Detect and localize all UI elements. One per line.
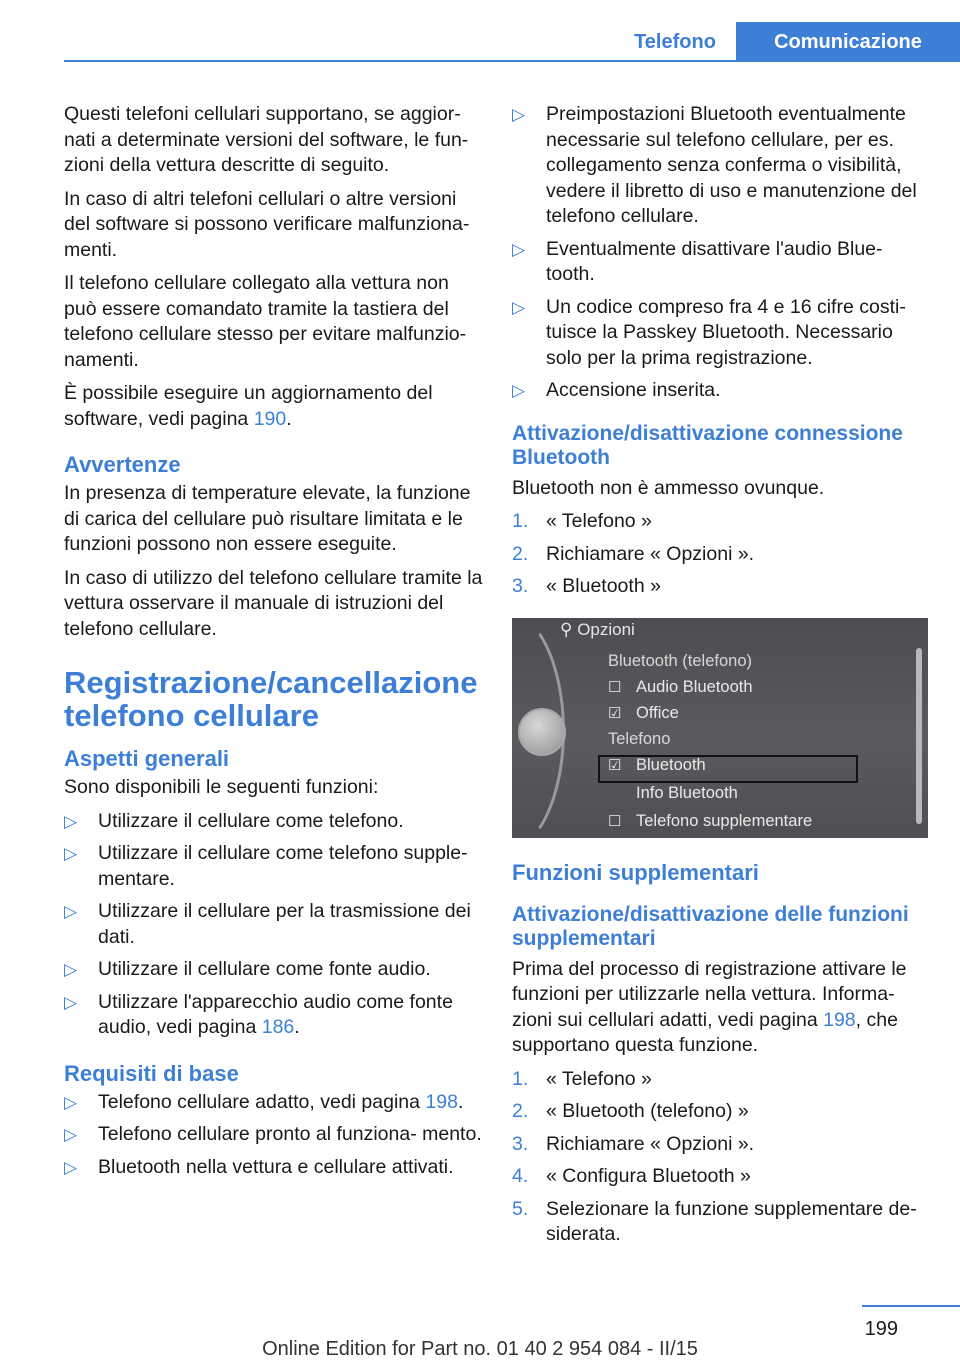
left-column: [64, 102, 484, 1188]
list-item: [64, 841, 484, 892]
list-item-text: « Telefono »: [546, 510, 652, 532]
right-column: [512, 102, 930, 1256]
triangle-bullet-icon: ▷: [64, 1157, 78, 1177]
checkbox-empty-icon: ☐: [608, 678, 622, 696]
list-item-text: « Bluetooth »: [546, 575, 661, 597]
list-item: [512, 237, 930, 288]
triangle-bullet-icon: ▷: [64, 902, 78, 921]
step-number: 1.: [512, 1067, 529, 1090]
list-item-text: Bluetooth nella vettura e cellulare attivati.: [98, 1155, 454, 1178]
list-item: [512, 1099, 930, 1125]
list-item-text: Utilizzare il cellulare come fonte audio.: [98, 958, 431, 980]
step-number: 3.: [512, 575, 529, 597]
header-section-tab: Telefono: [634, 30, 716, 53]
screen-menu-item: [608, 784, 738, 803]
list-item: [64, 1155, 484, 1181]
list-item-text: Utilizzare il cellulare come telefono supple‐ mentare.: [98, 842, 468, 890]
screen-menu-item-label: Bluetooth: [636, 755, 706, 774]
screen-menu-item-label: Info Bluetooth: [636, 783, 738, 802]
list-item: [512, 542, 930, 568]
list-item: [512, 1132, 930, 1158]
list-item-text: « Bluetooth (telefono) »: [546, 1100, 749, 1122]
paragraph: In caso di utilizzo del telefono cellulare tramite la vettura osservare il manuale di istruzioni del telefono cellulare.: [64, 566, 483, 640]
list-item-text: Accensione inserita.: [546, 379, 721, 401]
triangle-bullet-icon: ▷: [64, 844, 78, 863]
checkbox-checked-icon: ☑: [608, 756, 622, 774]
checkbox-empty-icon: ☐: [608, 812, 622, 830]
list-item-text: Utilizzare il cellulare come telefono.: [98, 809, 404, 832]
list-item-text: Utilizzare l'apparecchio audio come fonte audio, vedi pagina: [98, 990, 453, 1038]
list-item-text: « Telefono »: [546, 1067, 652, 1090]
list-item: [512, 1067, 930, 1093]
paragraph-end: , che supportano questa funzione.: [512, 1008, 898, 1056]
footer-edition: Online Edition for Part no. 01 40 2 954 084 - II/15: [262, 1338, 698, 1360]
triangle-bullet-icon: ▷: [64, 960, 78, 979]
list-item: [512, 102, 930, 230]
list-item: [512, 1164, 930, 1190]
bullet-list-requirements: [64, 1090, 484, 1181]
screen-menu-item: [608, 678, 753, 697]
step-number: 1.: [512, 510, 529, 532]
triangle-bullet-icon: ▷: [64, 1125, 78, 1144]
controller-knob-icon: [518, 708, 566, 756]
triangle-bullet-icon: ▷: [64, 1092, 78, 1112]
list-item: [512, 295, 930, 372]
steps-list-functions: [512, 1067, 930, 1248]
triangle-bullet-icon: ▷: [512, 105, 526, 124]
page-number-rule: [862, 1305, 960, 1307]
heading-requisiti: Requisiti di base: [64, 1060, 239, 1086]
page-link-186[interactable]: 186: [261, 1016, 295, 1038]
triangle-bullet-icon: ▷: [512, 381, 526, 400]
paragraph: In caso di altri telefoni cellulari o altre versioni del software si possono verificare malfunziona‐ menti.: [64, 187, 470, 261]
list-item: [512, 378, 930, 404]
list-item-text: Eventualmente disattivare l'audio Blue‐ tooth.: [546, 237, 883, 285]
list-item: [512, 509, 930, 535]
list-item: [64, 990, 484, 1041]
paragraph-text: È possibile eseguire un aggiornamento del software, vedi pagina: [64, 382, 433, 430]
paragraph: [64, 381, 484, 432]
paragraph: Questi telefoni cellulari supportano, se aggior‐ nati a determinate versioni del software, le fun‐ zioni della vettura descritte di seguito.: [64, 103, 469, 176]
screen-group-heading: Telefono: [608, 729, 671, 748]
screen-title: [560, 620, 635, 640]
paragraph: In presenza di temperature elevate, la funzione di carica del cellulare può risultare limitata e le funzioni possono non essere eseguite.: [64, 482, 471, 555]
step-number: 2.: [512, 542, 529, 565]
bullet-list-prerequisites: [512, 102, 930, 404]
page-link-198[interactable]: 198: [823, 1008, 856, 1031]
list-item: [512, 1197, 930, 1248]
paragraph-text: Prima del processo di registrazione attivare le funzioni per utilizzarle nella vettura. Informa‐ zioni sui cellulari adatti, vedi pagina: [512, 957, 907, 1031]
heading-avvertenze: Avvertenze: [64, 452, 181, 477]
triangle-bullet-icon: ▷: [512, 239, 526, 259]
page-link-198[interactable]: 198: [425, 1090, 458, 1113]
steps-list-bluetooth: [512, 509, 930, 600]
screen-group-heading: Bluetooth (telefono): [608, 651, 753, 670]
list-item: [64, 957, 484, 983]
list-item: [64, 1090, 484, 1116]
header-rule: [64, 60, 960, 62]
heading-attivazione-bluetooth: Attivazione/disattivazione connessione Bluetooth: [512, 421, 903, 469]
heading-funzioni-supplementari: Funzioni supplementari: [512, 859, 759, 885]
paragraph-end: .: [286, 407, 292, 430]
paragraph: Bluetooth non è ammesso ovunque.: [512, 476, 825, 499]
step-number: 4.: [512, 1165, 529, 1187]
page-number: 199: [864, 1318, 898, 1340]
options-icon: ⚲: [560, 619, 578, 639]
list-item: [64, 899, 484, 950]
section-title: Registrazione/cancellazione telefono cellulare: [64, 665, 478, 733]
heading-aspetti-generali: Aspetti generali: [64, 746, 230, 771]
screen-title-text: Opzioni: [577, 619, 635, 639]
screen-menu-item-label: Office: [636, 703, 679, 722]
triangle-bullet-icon: ▷: [64, 992, 78, 1012]
list-item-text: Richiamare « Opzioni ».: [546, 1132, 755, 1155]
screen-menu-item-label: Audio Bluetooth: [636, 677, 753, 696]
step-number: 5.: [512, 1197, 529, 1220]
idrive-screen-image: [512, 618, 928, 838]
triangle-bullet-icon: ▷: [512, 297, 526, 317]
list-item-end: .: [294, 1016, 300, 1038]
list-item-text: Telefono cellulare adatto, vedi pagina: [98, 1090, 426, 1113]
list-item-text: Richiamare « Opzioni ».: [546, 542, 755, 565]
triangle-bullet-icon: ▷: [64, 811, 78, 831]
list-item: [64, 1122, 484, 1148]
checkbox-checked-icon: ☑: [608, 704, 622, 722]
list-item-text: Selezionare la funzione supplementare de‐ siderata.: [546, 1197, 917, 1245]
list-item-text: Utilizzare il cellulare per la trasmissione dei dati.: [98, 900, 471, 948]
list-item-text: Preimpostazioni Bluetooth eventualmente necessarie sul telefono cellulare, per es. collegamento senza conferma o visibilità, vedere il libretto di uso e manutenzione del telefono cellulare.: [546, 103, 917, 227]
list-item-text: « Configura Bluetooth »: [546, 1165, 751, 1187]
list-item: [512, 574, 930, 600]
paragraph: Il telefono cellulare collegato alla vettura non può essere comandato tramite la tastiera del telefono cellulare stesso per evitare malfunzio‐ namenti.: [64, 272, 467, 371]
header-chapter-tab: Comunicazione: [736, 22, 960, 62]
bullet-list-functions: [64, 809, 484, 1041]
heading-attivazione-funzioni: Attivazione/disattivazione delle funzioni supplementari: [512, 902, 909, 950]
paragraph: [512, 957, 930, 1059]
screen-menu-item: [608, 812, 812, 831]
page-link-190[interactable]: 190: [253, 407, 287, 430]
screen-menu-item-selected: [608, 756, 706, 775]
list-item-end: .: [457, 1090, 464, 1113]
step-number: 3.: [512, 1132, 529, 1155]
screen-menu-item: [608, 704, 679, 723]
list-item-text: Un codice compreso fra 4 e 16 cifre costi‐ tuisce la Passkey Bluetooth. Necessario solo per la prima registrazione.: [546, 295, 906, 369]
list-item: [64, 809, 484, 835]
list-item-text: Telefono cellulare pronto al funziona‐ mento.: [98, 1123, 482, 1145]
scrollbar: [916, 648, 922, 824]
screen-menu-item-label: Telefono supplementare: [636, 811, 813, 830]
step-number: 2.: [512, 1100, 529, 1122]
paragraph: Sono disponibili le seguenti funzioni:: [64, 776, 379, 798]
